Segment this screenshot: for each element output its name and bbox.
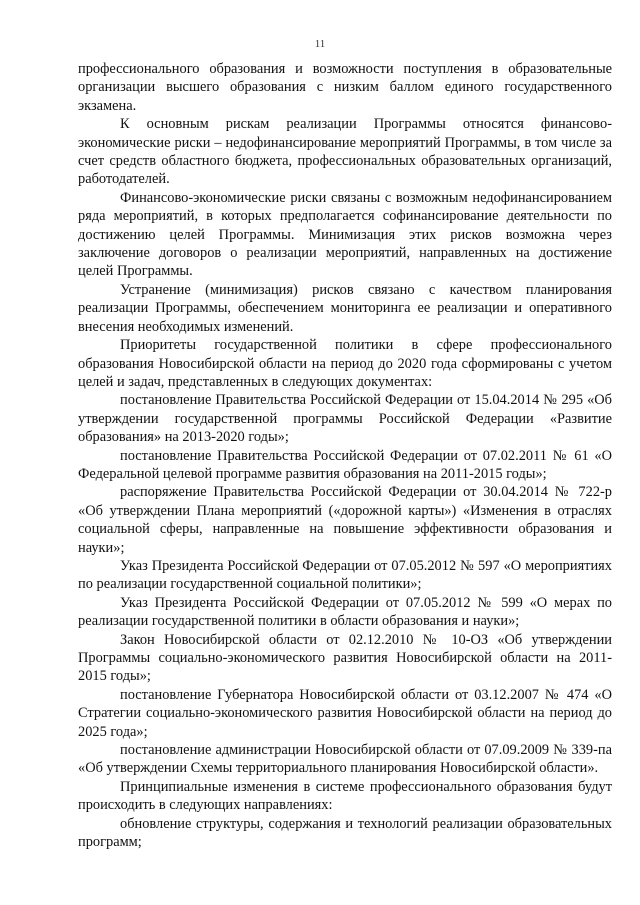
paragraph-direction-update: обновление структуры, содержания и технологий реализации образовательных программ; (78, 815, 612, 851)
paragraph-continuation: профессионального образования и возможности поступления в образовательные организации высшего образования с низким баллом единого государственного экзамена. (78, 61, 612, 114)
document-item-law-10oz: Закон Новосибирской области от 02.12.2010 № 10-ОЗ «Об утверждении Программы социально-экономического развития Новосибирской области на 2011-2015 годы»; (78, 631, 612, 685)
document-item-administration-339pa: постановление администрации Новосибирской области от 07.09.2009 № 339-па «Об утверждении Схемы территориального планирования Новосибирской области». (78, 742, 612, 777)
document-item-resolution-61: постановление Правительства Российской Федерации от 07.02.2011 № 61 «О Федеральной целевой программе развития образования на 2011-2015 годы»; (78, 447, 612, 482)
paragraph-financial-risks: Финансово-экономические риски связаны с возможным недофинансированием ряда мероприятий, в которых предполагается софинансирование деятельности по достижению целей Программы. Минимизация этих рисков возможна через заключение договоров о реализации мероприятий, направленных на достижение целей Программы. (78, 189, 612, 280)
paragraph-risk-mitigation: Устранение (минимизация) рисков связано с качеством планирования реализации Программы, обеспечением мониторинга ее реализации и оперативного внесения необходимых изменений. (78, 281, 612, 335)
document-item-governor-474: постановление Губернатора Новосибирской области от 03.12.2007 № 474 «О Стратегии социально-экономического развития Новосибирской области на период до 2025 года»; (78, 686, 612, 740)
paragraph-program-risks: К основным рискам реализации Программы относятся финансово-экономические риски – недофинансирование мероприятий Программы, в том числе за счет средств областного бюджета, профессиональных образовательных организаций, работодателей. (78, 116, 612, 188)
page-number: 11 (314, 38, 326, 50)
document-body (78, 60, 612, 851)
document-item-decree-597: Указ Президента Российской Федерации от 07.05.2012 № 597 «О мероприятиях по реализации государственной социальной политики»; (78, 557, 612, 593)
document-item-resolution-295: постановление Правительства Российской Федерации от 15.04.2014 № 295 «Об утверждении государственной программы Российской Федерации «Развитие образования» на 2013-2020 годы»; (78, 392, 612, 446)
document-item-order-722r: распоряжение Правительства Российской Федерации от 30.04.2014 № 722-р «Об утверждении Плана мероприятий («дорожной карты») «Изменения в отраслях социальной сферы, направленные на повышение эффективности образования и науки»; (78, 484, 612, 556)
document-item-decree-599: Указ Президента Российской Федерации от 07.05.2012 № 599 «О мерах по реализации государственной политики в области образования и науки»; (78, 594, 612, 630)
paragraph-principal-changes: Принципиальные изменения в системе профессионального образования будут происходить в следующих направлениях: (78, 778, 612, 814)
paragraph-policy-priorities: Приоритеты государственной политики в сфере профессионального образования Новосибирской области на период до 2020 года сформированы с учетом целей и задач, представленных в следующих документах: (78, 337, 612, 390)
